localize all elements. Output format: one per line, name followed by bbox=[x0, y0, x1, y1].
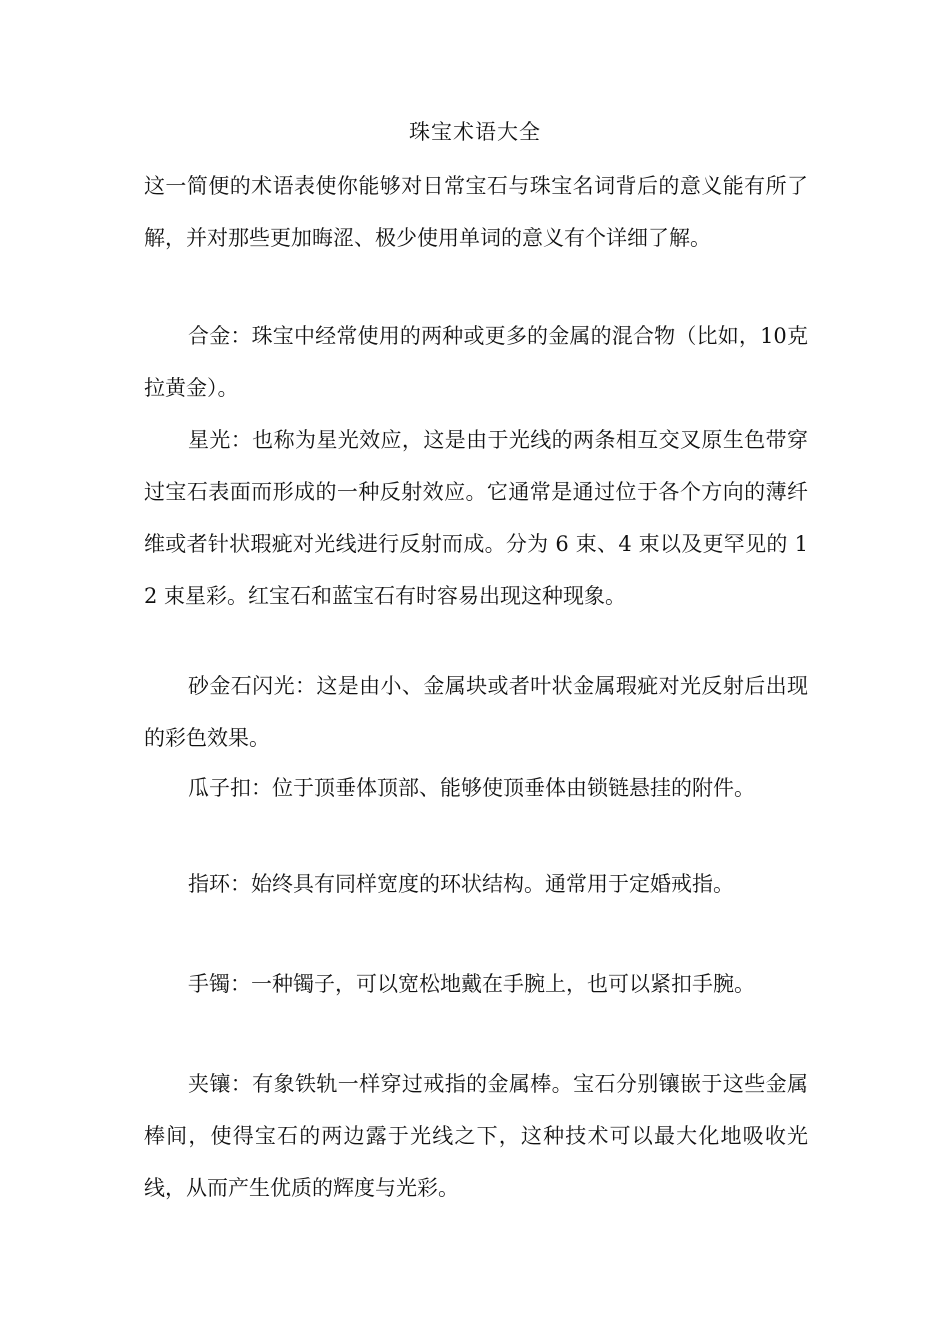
entry-band: 指环：始终具有同样宽度的环状结构。通常用于定婚戒指。 bbox=[188, 872, 734, 896]
intro-paragraph: 这一简便的术语表使你能够对日常宝石与珠宝名词背后的意义能有所了解，并对那些更加晦涩、极少使用单词的意义有个详细了解。 bbox=[144, 174, 808, 250]
document-title: 珠宝术语大全 bbox=[409, 120, 541, 144]
entry-bail: 瓜子扣：位于顶垂体顶部、能够使顶垂体由锁链悬挂的附件。 bbox=[188, 776, 755, 800]
entry-aventurescence: 砂金石闪光：这是由小、金属块或者叶状金属瑕疵对光反射后出现的彩色效果。 bbox=[144, 674, 808, 750]
entry-alloy: 合金：珠宝中经常使用的两种或更多的金属的混合物（比如，10克拉黄金）。 bbox=[144, 324, 808, 400]
entry-asterism: 星光：也称为星光效应，这是由于光线的两条相互交叉原生色带穿过宝石表面而形成的一种反射效应。它通常是通过位于各个方向的薄纤维或者针状瑕疵对光线进行反射而成。分为 6 束、4 束以及更罕见的 12 束星彩。红宝石和蓝宝石有时容易出现这种现象。 bbox=[144, 428, 808, 608]
entry-bar-setting: 夹镶：有象铁轨一样穿过戒指的金属棒。宝石分别镶嵌于这些金属棒间，使得宝石的两边露于光线之下，这种技术可以最大化地吸收光线，从而产生优质的辉度与光彩。 bbox=[144, 1072, 808, 1200]
entry-bangle: 手镯：一种镯子，可以宽松地戴在手腕上，也可以紧扣手腕。 bbox=[188, 972, 755, 996]
